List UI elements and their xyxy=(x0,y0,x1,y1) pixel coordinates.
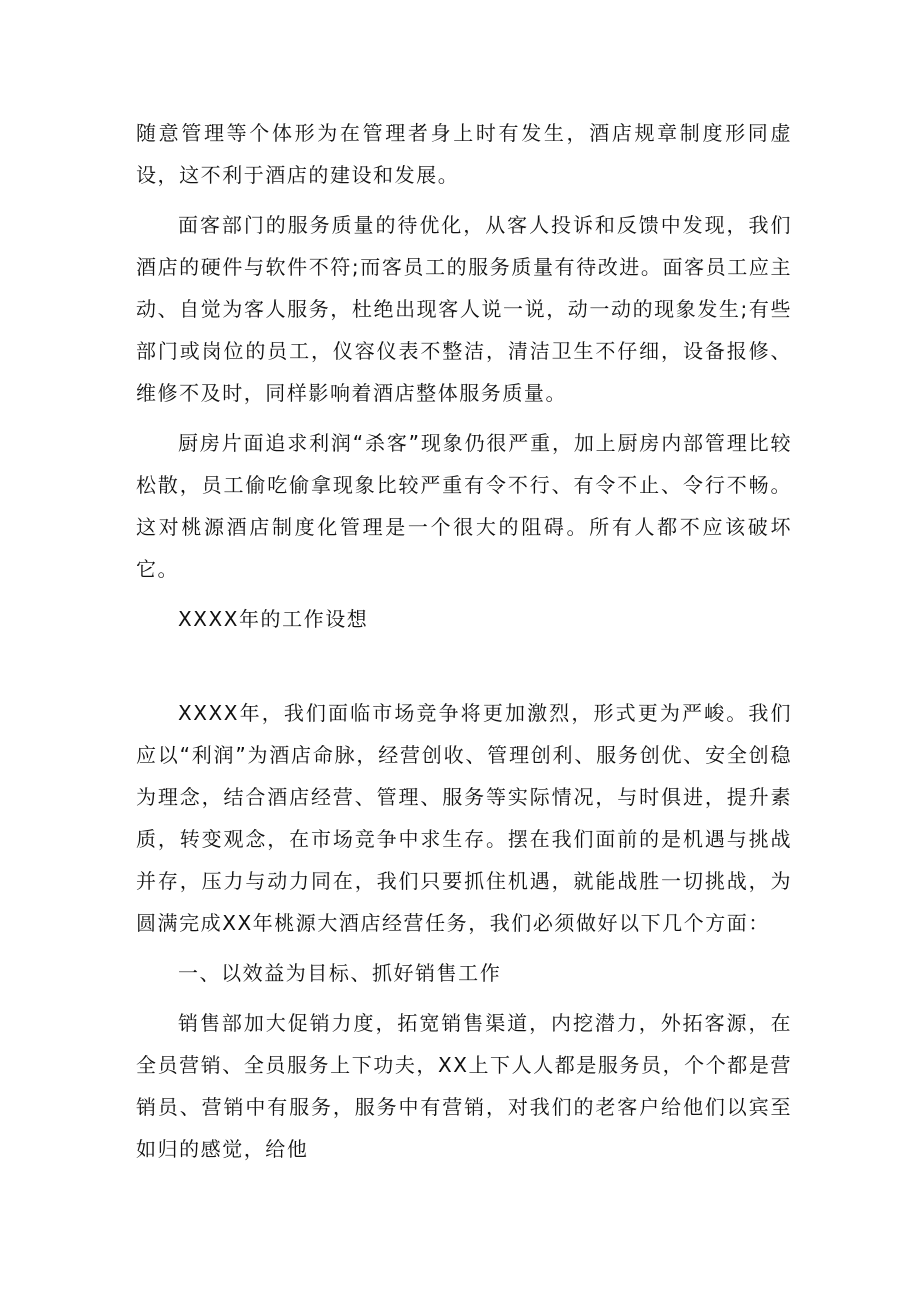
paragraph-market-outlook: XXXX年，我们面临市场竞争将更加激烈，形式更为严峻。我们应以“利润”为酒店命脉，经营创收、管理创利、服务创优、安全创稳为理念，结合酒店经营、管理、服务等实际情况，与时俱进，提升素质，转变观念，在市场竞争中求生存。摆在我们面前的是机遇与挑战并存，压力与动力同在，我们只要抓住机遇，就能战胜一切挑战，为圆满完成XX年桃源大酒店经营任务，我们必须做好以下几个方面： xyxy=(136,701,792,935)
paragraph-sales-department: 销售部加大促销力度，拓宽销售渠道，内挖潜力，外拓客源，在全员营销、全员服务上下功夫，XX上下人人都是服务员，个个都是营销员、营销中有服务，服务中有营销，对我们的老客户给他们以宾至如归的感觉，给他 xyxy=(136,1011,792,1161)
paragraph-management-issues: 随意管理等个体形为在管理者身上时有发生，酒店规章制度形同虚设，这不利于酒店的建设和发展。 xyxy=(136,121,792,187)
section-heading-sales: 一、以效益为目标、抓好销售工作 xyxy=(178,961,502,985)
paragraph-service-quality: 面客部门的服务质量的待优化，从客人投诉和反馈中发现，我们酒店的硬件与软件不符;而客员工的服务质量有待改进。面客员工应主动、自觉为客人服务，杜绝出现客人说一说，动一动的现象发生;有些部门或岗位的员工，仪容仪表不整洁，清洁卫生不仔细，设备报修、维修不及时，同样影响着酒店整体服务质量。 xyxy=(136,213,792,405)
section-heading-work-plan: XXXX年的工作设想 xyxy=(178,607,369,631)
paragraph-kitchen-issues: 厨房片面追求利润“杀客”现象仍很严重，加上厨房内部管理比较松散，员工偷吃偷拿现象比较严重有令不行、有令不止、令行不畅。这对桃源酒店制度化管理是一个很大的阻碍。所有人都不应该破坏它。 xyxy=(136,431,792,581)
document-body xyxy=(136,112,792,1178)
